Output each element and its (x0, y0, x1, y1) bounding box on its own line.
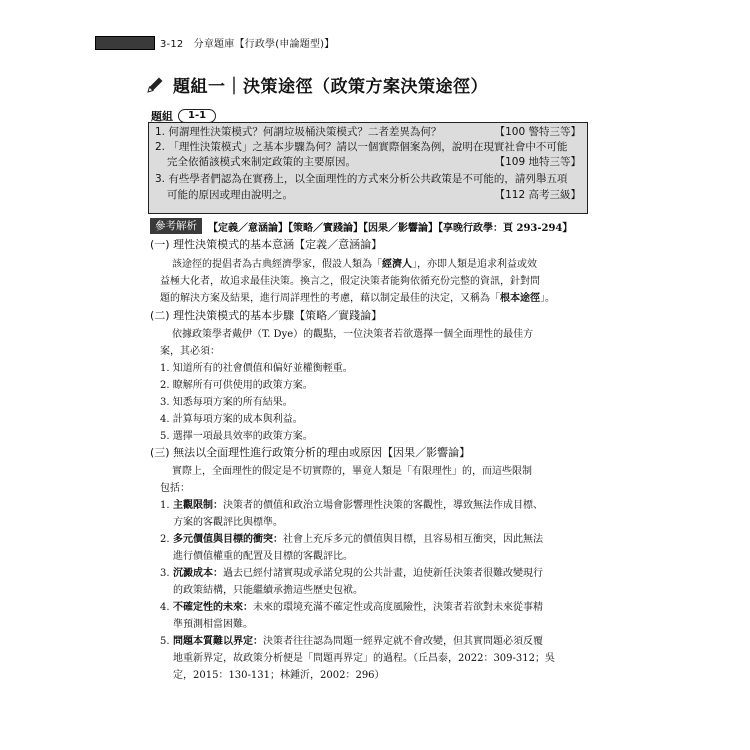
reference-label: 參考解析 (150, 218, 202, 234)
list-item-cont: 進行價值權重的配置及目標的客觀評比。 (173, 551, 353, 562)
question-3-line2: 可能的原因或理由說明之。 【112 高考三級】 (167, 189, 581, 201)
list-item: 4. 計算每項方案的成本與利益。 (160, 414, 303, 425)
list-item: 5. 問題本質難以界定：決策者往往認為問題一經界定就不會改變，但其實問題必須反覆 (160, 636, 543, 647)
list-item: 2. 瞭解所有可供使用的政策方案。 (160, 380, 313, 391)
reference-tags: 【定義／意涵論】【策略／實踐論】【因果／影響論】【享晚行政學：頁 293-294】 (208, 223, 573, 234)
page-number: 3-12 (160, 39, 184, 50)
list-item: 3. 知悉每項方案的所有結果。 (160, 397, 293, 408)
part1-line2: 益極大化者，故追求最佳決策。換言之，假定決策者能夠依循充份完整的資訊，針對問 (160, 276, 540, 287)
page-header (160, 35, 334, 50)
section-title-row (145, 72, 488, 97)
pencil-icon (145, 75, 165, 95)
part3-line2: 包括： (160, 483, 190, 494)
list-item: 5. 選擇一項最具效率的政策方案。 (160, 431, 313, 442)
list-item-cont: 方案的客觀評比與標準。 (173, 517, 283, 528)
header-bar (95, 36, 155, 50)
question-3: 3. 有些學者們認為在實務上，以全面理性的方式來分析公共政策是不可能的，請列舉五項 (155, 173, 568, 185)
section-title: 題組一｜決策途徑（政策方案決策途徑） (173, 77, 488, 97)
question-2-line2: 完全依循該模式來制定政策的主要原因。 【109 地特三等】 (167, 156, 581, 168)
part1-line1: 該途徑的提倡者為古典經濟學家，假設人類為「經濟人」，亦即人類是追求利益或效 (172, 259, 537, 270)
list-item: 4. 不確定性的未來：未來的環境充滿不確定性或高度風險性，決策者若欲對未來從事精 (160, 602, 543, 613)
question-2: 2. 「理性決策模式」之基本步驟為何？請以一個實際個案為例，說明在現實社會中不可能 (155, 141, 568, 153)
list-item-cont: 準預測相當困難。 (173, 619, 253, 630)
list-item-cont: 地重新界定，故政策分析便是「問題再界定」的過程。（丘昌泰，2022：309-312；吳 (173, 653, 556, 664)
question-tag (148, 108, 216, 123)
part2-heading: (二) 理性決策模式的基本步驟【策略／實踐論】 (150, 309, 383, 322)
list-item: 3. 沉澱成本：過去已經付諸實現或承諾兌現的公共計畫，迫使新任決策者很難改變現行 (160, 568, 543, 579)
header-title: 分章題庫【行政學(申論題型)】 (193, 39, 335, 50)
list-item: 2. 多元價值與目標的衝突：社會上充斥多元的價值與目標，且容易相互衝突，因此無法 (160, 534, 543, 545)
part1-heading: (一) 理性決策模式的基本意涵【定義／意涵論】 (150, 238, 383, 251)
question-1-source: 【100 警特三等】 (494, 126, 581, 138)
question-3-source: 【112 高考三級】 (494, 189, 581, 201)
part2-line2: 案，其必須： (160, 346, 220, 357)
part1-line3: 題的解決方案及結果，進行周詳理性的考慮，藉以制定最佳的決定，又稱為「根本途徑」。 (160, 293, 555, 304)
question-tag-number: 1-1 (178, 109, 216, 123)
list-item: 1. 知道所有的社會價值和偏好並權衡輕重。 (160, 363, 353, 374)
question-box (148, 122, 588, 214)
question-tag-label: 題組 (151, 109, 173, 123)
question-1: 1. 何謂理性決策模式？何謂垃圾桶決策模式？二者差異為何？ 【100 警特三等】 (155, 126, 581, 138)
list-item-cont: 的政策結構，只能繼續承擔這些歷史包袱。 (173, 585, 363, 596)
part3-heading: (三) 無法以全面理性進行政策分析的理由或原因【因果／影響論】 (150, 446, 471, 459)
question-2-source: 【109 地特三等】 (494, 156, 581, 168)
part2-line1: 依據政策學者戴伊（T. Dye）的觀點，一位決策者若欲選擇一個全面理性的最佳方 (172, 329, 534, 340)
list-item-cont: 定，2015：130-131；林鍾沂，2002：296） (173, 670, 385, 681)
part3-line1: 實際上，全面理性的假定是不切實際的，畢竟人類是「有限理性」的，而這些限制 (172, 466, 532, 477)
list-item: 1. 主觀限制：決策者的價值和政治立場會影響理性決策的客觀性，導致無法作成目標、 (160, 500, 543, 511)
